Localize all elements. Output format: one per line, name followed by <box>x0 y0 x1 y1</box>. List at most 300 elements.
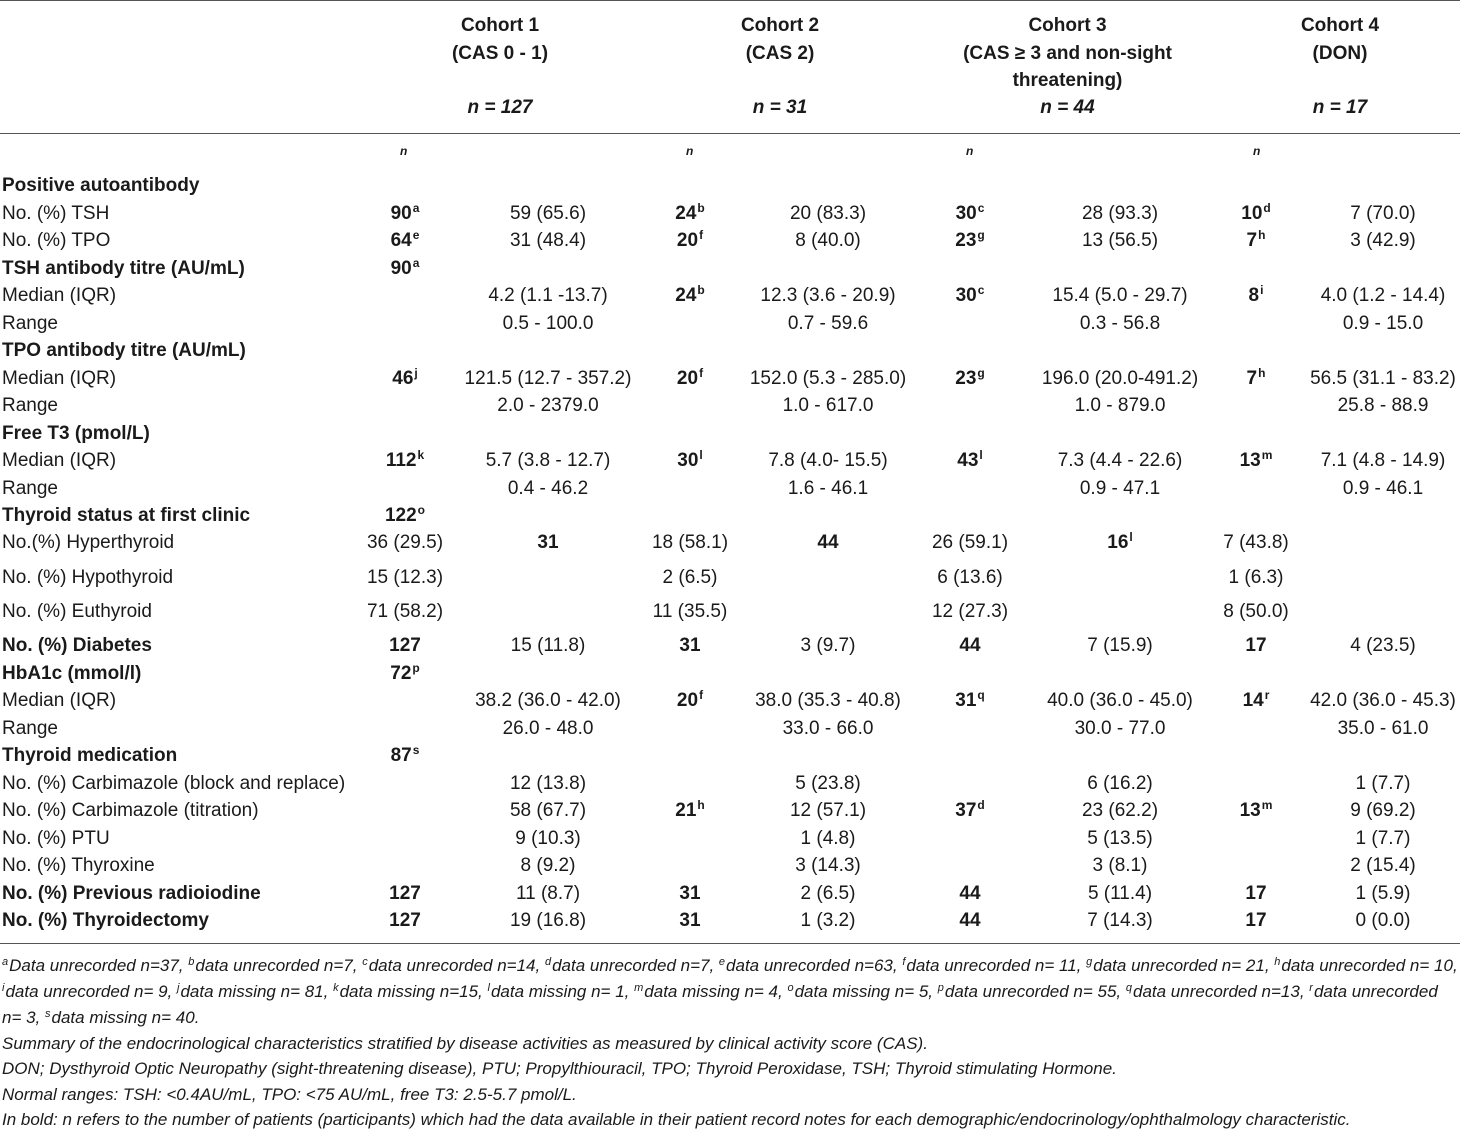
value-cell <box>515 825 580 852</box>
value-cell <box>510 907 586 934</box>
footnote-marker: r <box>1309 982 1313 994</box>
value-cell <box>486 447 611 474</box>
cell-text: 127 <box>389 882 421 904</box>
cell-text: 0.7 - 59.6 <box>787 312 869 334</box>
cell-text: 2.0 - 2379.0 <box>497 395 599 416</box>
cell-text: 15.4 (5.0 - 29.7) <box>1052 285 1188 306</box>
n-cell <box>1245 632 1266 659</box>
cell-text: 72 <box>390 662 412 684</box>
n-cell <box>679 880 700 907</box>
footnote-marker: h <box>1258 228 1266 242</box>
value-cell <box>768 447 887 474</box>
cell-text: 31 <box>679 910 701 931</box>
table-row <box>0 660 1460 687</box>
n-cell <box>385 502 425 529</box>
table-row <box>0 715 1460 742</box>
cell-text: 23 (62.2) <box>1081 800 1159 821</box>
row-label: No. (%) Carbimazole (titration) <box>2 800 259 821</box>
value-cell <box>1356 880 1411 907</box>
cell-text: 31 <box>537 532 559 553</box>
row-label: Median (IQR) <box>2 367 117 389</box>
value-cell <box>367 564 443 591</box>
cell-text: 1.0 - 879.0 <box>1074 395 1166 416</box>
cell-text: 13 <box>1239 800 1261 821</box>
cell-text: 64 <box>390 230 412 251</box>
cell-text: 12 (13.8) <box>509 772 587 794</box>
cell-text: 6 (13.6) <box>937 566 1003 588</box>
cell-text: 21 <box>675 800 697 821</box>
cell-text: 31 (48.4) <box>509 230 587 251</box>
n-cell <box>391 742 420 769</box>
value-cell <box>801 907 856 934</box>
footnote-text: data missing n= 1, <box>490 982 635 1001</box>
value-cell <box>1310 365 1456 392</box>
n-cell <box>677 227 703 254</box>
cell-text: 3 (42.9) <box>1350 230 1416 251</box>
cell-text: 15 (12.3) <box>366 566 444 588</box>
table-row <box>0 687 1460 714</box>
row-label: Range <box>2 312 58 334</box>
footnote-marker: r <box>1264 688 1270 702</box>
footnote-abbreviations: DON; Dysthyroid Optic Neuropathy (sight-threatening disease), PTU; Propylthiouracil, TPO; Thyroid Peroxidase, TSH; Thyroid stimulating Hormone. <box>2 1059 1117 1078</box>
cell-text: 1.0 - 617.0 <box>782 395 874 416</box>
footnote-marker: g <box>977 365 985 380</box>
value-cell <box>663 564 718 591</box>
header-rule <box>0 133 1460 134</box>
cohort-subtitle: (CAS ≥ 3 and non-sight threatening) <box>963 42 1172 91</box>
footnote-marker: e <box>412 228 420 242</box>
value-cell <box>508 475 588 502</box>
cell-text: 9 (69.2) <box>1350 800 1416 821</box>
footnote-marker: d <box>977 798 985 812</box>
row-label: No. (%) TPO <box>2 230 111 251</box>
value-cell <box>1350 227 1415 254</box>
value-cell <box>503 715 594 742</box>
footnote-text: data missing n= 81, <box>180 982 334 1001</box>
n-cell <box>386 447 424 474</box>
cohort-n: n = 44 <box>1040 97 1095 118</box>
cell-text: 12 (57.1) <box>789 800 867 821</box>
n-cell <box>679 632 700 659</box>
cell-text: 17 <box>1245 635 1267 656</box>
footnote-marker: f <box>699 688 704 702</box>
value-cell <box>795 227 860 254</box>
n-column-label: n <box>966 144 974 158</box>
value-cell <box>1082 200 1158 227</box>
value-cell <box>510 770 586 797</box>
cell-text: 196.0 (20.0-491.2) <box>1041 367 1199 389</box>
table-row <box>0 227 1460 254</box>
row-label: Median (IQR) <box>2 690 117 711</box>
value-cell <box>790 797 866 824</box>
n-cell <box>955 227 984 254</box>
n-cell <box>677 447 702 474</box>
value-cell <box>790 200 866 227</box>
value-cell <box>1350 632 1415 659</box>
value-cell <box>1042 365 1198 392</box>
cell-text: 36 (29.5) <box>366 532 444 553</box>
table-row <box>0 770 1460 797</box>
n-cell <box>389 632 421 659</box>
cell-text: 17 <box>1245 910 1267 931</box>
value-cell <box>801 880 856 907</box>
row-label: Positive autoantibody <box>2 175 200 196</box>
cohort-4-header <box>1240 12 1440 118</box>
cell-text: 15 (11.8) <box>510 635 586 656</box>
footnote-marker: m <box>634 982 644 994</box>
row-label: Median (IQR) <box>2 285 117 306</box>
cell-text: 4.2 (1.1 -13.7) <box>488 285 608 306</box>
footnote-text: data unrecorded n= 10, <box>1281 956 1458 975</box>
cell-text: 7.3 (4.4 - 22.6) <box>1057 450 1183 471</box>
table-row <box>0 282 1460 309</box>
table-row <box>0 310 1460 337</box>
cell-text: 122 <box>384 505 417 526</box>
cohort-2-header <box>680 12 880 118</box>
cell-text: 5 (13.5) <box>1087 827 1153 849</box>
value-cell <box>1075 392 1166 419</box>
table-row <box>0 797 1460 824</box>
cell-text: 13 <box>1239 450 1261 471</box>
footnote-marker: l <box>979 448 983 462</box>
value-cell <box>1088 880 1152 907</box>
row-label: TSH antibody titre (AU/mL) <box>2 257 245 279</box>
footnote-text: data unrecorded n= 9, <box>5 982 177 1001</box>
n-cell <box>391 227 420 254</box>
footnote-marker: q <box>977 688 985 702</box>
n-cell <box>679 907 700 934</box>
cohort-title: Cohort 1 <box>460 15 540 36</box>
value-cell <box>1087 770 1152 797</box>
cohort-3-header <box>950 12 1185 118</box>
row-label: No. (%) PTU <box>2 827 110 849</box>
footnote-marker: c <box>977 200 985 215</box>
footnote-text: data unrecorded n=13, <box>1133 982 1310 1001</box>
cohort-title: Cohort 4 <box>1300 15 1380 36</box>
footnote-marker: j <box>414 365 418 380</box>
value-cell <box>1350 852 1415 879</box>
value-cell <box>1082 797 1158 824</box>
cell-text: 35.0 - 61.0 <box>1337 717 1429 739</box>
cell-text: 18 (58.1) <box>651 532 729 553</box>
cell-text: 1.6 - 46.1 <box>787 477 869 499</box>
cell-text: 71 (58.2) <box>366 601 444 622</box>
footnote-marker: k <box>417 448 425 462</box>
value-cell <box>795 852 860 879</box>
cohort-n: n = 127 <box>467 97 533 118</box>
n-cell <box>389 907 421 934</box>
cell-text: 43 <box>957 450 979 471</box>
value-cell <box>511 632 586 659</box>
n-cell <box>817 529 838 556</box>
value-cell <box>1356 907 1411 934</box>
table-row <box>0 172 1460 199</box>
cell-text: 7 (43.8) <box>1223 532 1289 553</box>
footnote-marker: l <box>1129 530 1133 544</box>
cell-text: 24 <box>675 285 697 306</box>
n-cell <box>1241 200 1270 227</box>
n-cell <box>959 907 980 934</box>
footnote-marker: b <box>697 200 705 215</box>
value-cell <box>510 200 586 227</box>
footnote-marker: a <box>412 255 420 270</box>
table-row <box>0 420 1460 447</box>
row-label: No. (%) Euthyroid <box>2 601 152 622</box>
value-cell <box>1093 852 1148 879</box>
cell-text: 25.8 - 88.9 <box>1337 395 1429 416</box>
cell-text: 5 (11.4) <box>1087 882 1153 904</box>
value-cell <box>750 365 906 392</box>
cell-text: 0.9 - 15.0 <box>1342 312 1424 334</box>
footnote-marker: g <box>1086 956 1093 968</box>
cell-text: 0.9 - 46.1 <box>1342 477 1424 499</box>
cell-text: 2 (6.5) <box>662 566 718 588</box>
table-row <box>0 825 1460 852</box>
row-label: No. (%) Thyroidectomy <box>2 910 209 931</box>
cell-text: 20 <box>676 690 699 711</box>
value-cell <box>521 852 576 879</box>
n-cell <box>955 687 984 714</box>
value-cell <box>1047 687 1193 714</box>
row-label: No.(%) Hyperthyroid <box>2 532 175 553</box>
footnote-marker: s <box>412 743 420 757</box>
footnote-marker: l <box>487 982 490 994</box>
footnote-text: data unrecorded n= 3, <box>2 982 1438 1027</box>
cell-text: 0.4 - 46.2 <box>507 477 589 499</box>
cell-text: 44 <box>959 910 981 931</box>
value-cell <box>1229 564 1284 591</box>
table-row <box>0 365 1460 392</box>
row-label: No. (%) Hypothyroid <box>2 566 174 588</box>
cell-text: 11 (35.5) <box>652 601 728 622</box>
table-row <box>0 475 1460 502</box>
cell-text: 56.5 (31.1 - 83.2) <box>1310 367 1456 389</box>
cell-text: 1 (6.3) <box>1228 566 1284 588</box>
value-cell <box>1356 825 1411 852</box>
value-cell <box>1080 475 1160 502</box>
footnote-text: data unrecorded n= 11, <box>906 956 1087 975</box>
cell-text: 10 <box>1241 202 1263 224</box>
cell-text: 23 <box>955 367 977 389</box>
cell-text: 7.1 (4.8 - 14.9) <box>1320 450 1446 471</box>
footnote-marker: f <box>902 956 906 968</box>
row-label: No. (%) Carbimazole (block and replace) <box>2 772 346 794</box>
value-cell <box>653 598 728 625</box>
row-label: HbA1c (mmol/l) <box>2 662 142 684</box>
cell-text: 152.0 (5.3 - 285.0) <box>749 367 907 389</box>
value-cell <box>801 825 856 852</box>
table-row <box>0 392 1460 419</box>
cell-text: 5 (23.8) <box>795 772 861 794</box>
footnote-text: data unrecorded n=63, <box>726 956 903 975</box>
footnote-marker: l <box>699 448 703 462</box>
footnote-text: data missing n= 5, <box>794 982 938 1001</box>
n-cell <box>959 880 980 907</box>
table-row <box>0 632 1460 659</box>
footnote-marker: p <box>937 982 944 994</box>
cell-text: 40.0 (36.0 - 45.0) <box>1047 690 1193 711</box>
footnote-normal-ranges: Normal ranges: TSH: <0.4AU/mL, TPO: <75 AU/mL, free T3: 2.5-5.7 pmol/L. <box>2 1085 577 1104</box>
footnote-marker: h <box>1258 365 1266 380</box>
row-label: Thyroid status at first clinic <box>2 505 251 526</box>
value-cell <box>475 687 621 714</box>
cell-text: 1 (7.7) <box>1355 772 1411 794</box>
cell-text: 121.5 (12.7 - 357.2) <box>464 367 632 389</box>
footnote-marker: c <box>362 956 368 968</box>
cell-text: 30 <box>677 450 699 471</box>
value-cell <box>652 529 728 556</box>
cell-text: 12.3 (3.6 - 20.9) <box>760 285 896 306</box>
cohort-subtitle: (CAS 2) <box>745 42 815 64</box>
table-row <box>0 337 1460 364</box>
footnote-marker: h <box>697 798 705 812</box>
n-cell <box>392 365 417 392</box>
row-label: TPO antibody titre (AU/mL) <box>2 340 246 361</box>
n-cell <box>389 880 421 907</box>
cell-text: 37 <box>955 800 977 821</box>
cell-text: 13 (56.5) <box>1081 230 1159 251</box>
footnote-bold-note: In bold: n refers to the number of patients (participants) which had the data available in their patient record notes for each demographic/endocrinology/ophthalmology characteristic. <box>2 1110 1351 1129</box>
footnote-marker: q <box>1125 982 1132 994</box>
table-row <box>0 255 1460 282</box>
value-cell <box>510 797 586 824</box>
n-cell <box>1243 687 1270 714</box>
row-label: Free T3 (pmol/L) <box>2 422 150 444</box>
table-row <box>0 598 1460 625</box>
cell-text: 33.0 - 66.0 <box>782 717 874 739</box>
footnote-marker: s <box>45 1008 51 1020</box>
footnote-marker: f <box>699 365 704 380</box>
value-cell <box>1321 447 1446 474</box>
cell-text: 30 <box>955 202 977 224</box>
top-rule <box>0 0 1460 1</box>
table-row <box>0 200 1460 227</box>
value-cell <box>760 282 895 309</box>
cell-text: 44 <box>959 635 981 656</box>
footnote-marker: i <box>1260 283 1264 297</box>
footnote-text: data unrecorded n=7, <box>195 956 363 975</box>
value-cell <box>1087 825 1152 852</box>
value-cell <box>1338 715 1429 742</box>
row-label: Thyroid medication <box>2 745 178 766</box>
value-cell <box>1350 200 1415 227</box>
cell-text: 23 <box>955 230 977 251</box>
cell-text: 127 <box>389 910 421 931</box>
value-cell <box>783 392 874 419</box>
table-row <box>0 502 1460 529</box>
cell-text: 46 <box>392 367 414 389</box>
value-cell <box>1343 475 1423 502</box>
footnote-marker: m <box>1261 798 1273 812</box>
footnote-text: data missing n= 40. <box>51 1008 200 1027</box>
footnote-text: data unrecorded n= 55, <box>944 982 1126 1001</box>
value-cell <box>516 880 580 907</box>
cell-text: 1 (5.9) <box>1355 882 1411 904</box>
footnote-marker: c <box>977 283 985 297</box>
value-cell <box>937 564 1002 591</box>
value-cell <box>1052 282 1187 309</box>
value-cell <box>1338 392 1429 419</box>
value-cell <box>1223 598 1288 625</box>
cell-text: 1 (3.2) <box>800 910 856 931</box>
cohort-subtitle: (CAS 0 - 1) <box>451 42 549 64</box>
table-row <box>0 447 1460 474</box>
n-cell <box>675 282 704 309</box>
n-cell <box>675 797 704 824</box>
cell-text: 2 (6.5) <box>800 882 856 904</box>
n-cell <box>955 365 984 392</box>
value-cell <box>1223 529 1288 556</box>
n-column-label: n <box>1253 144 1261 158</box>
cell-text: 19 (16.8) <box>509 910 587 931</box>
row-label: No. (%) Previous radioiodine <box>2 882 261 904</box>
cell-text: 44 <box>817 532 839 553</box>
value-cell <box>932 529 1008 556</box>
footnote-text: Data unrecorded n=37, <box>9 956 189 975</box>
cell-text: 16 <box>1107 532 1129 553</box>
n-cell <box>957 447 982 474</box>
value-cell <box>1356 770 1411 797</box>
cell-text: 38.0 (35.3 - 40.8) <box>755 690 901 711</box>
cell-text: 8 <box>1248 285 1260 306</box>
value-cell <box>932 598 1008 625</box>
n-cell <box>675 200 704 227</box>
table-row <box>0 880 1460 907</box>
cell-text: 42.0 (36.0 - 45.3) <box>1310 690 1456 711</box>
cell-text: 20 (83.3) <box>789 202 867 224</box>
n-cell <box>391 200 420 227</box>
row-label: Range <box>2 395 58 416</box>
value-cell <box>1350 797 1415 824</box>
footnote-missing-data <box>2 953 1458 1031</box>
cell-text: 7 <box>1246 230 1258 251</box>
cohort-title: Cohort 3 <box>1028 15 1107 36</box>
footnote-text: data unrecorded n= 21, <box>1093 956 1275 975</box>
cell-text: 3 (9.7) <box>800 635 856 656</box>
cell-text: 24 <box>675 202 697 224</box>
footnote-marker: g <box>977 228 985 242</box>
cell-text: 31 <box>679 882 701 904</box>
row-label: No. (%) TSH <box>2 202 110 224</box>
n-cell <box>1240 447 1273 474</box>
footnote-text: data unrecorded n=14, <box>368 956 545 975</box>
n-cell <box>1247 365 1266 392</box>
table-row <box>0 852 1460 879</box>
table-row <box>0 742 1460 769</box>
cell-text: 59 (65.6) <box>509 202 587 224</box>
n-cell <box>1247 227 1266 254</box>
footnote-marker: p <box>412 660 420 675</box>
cell-text: 14 <box>1242 690 1264 711</box>
footnote-marker: o <box>787 982 794 994</box>
cell-text: 7 (15.9) <box>1087 635 1153 656</box>
cell-text: 28 (93.3) <box>1081 202 1159 224</box>
cell-text: 3 (14.3) <box>795 855 861 876</box>
footnote-marker: o <box>417 503 426 517</box>
value-cell <box>1087 907 1152 934</box>
cell-text: 1 (7.7) <box>1355 827 1411 849</box>
footnote-marker: m <box>1261 448 1273 462</box>
cell-text: 90 <box>390 257 412 279</box>
cohort-subtitle: (DON) <box>1312 42 1368 64</box>
footnote-marker: i <box>2 982 5 994</box>
value-cell <box>1343 310 1423 337</box>
footnote-marker: j <box>177 982 180 994</box>
cell-text: 20 <box>676 230 699 251</box>
value-cell <box>795 770 860 797</box>
n-cell <box>677 687 703 714</box>
cell-text: 7 (14.3) <box>1087 910 1153 931</box>
